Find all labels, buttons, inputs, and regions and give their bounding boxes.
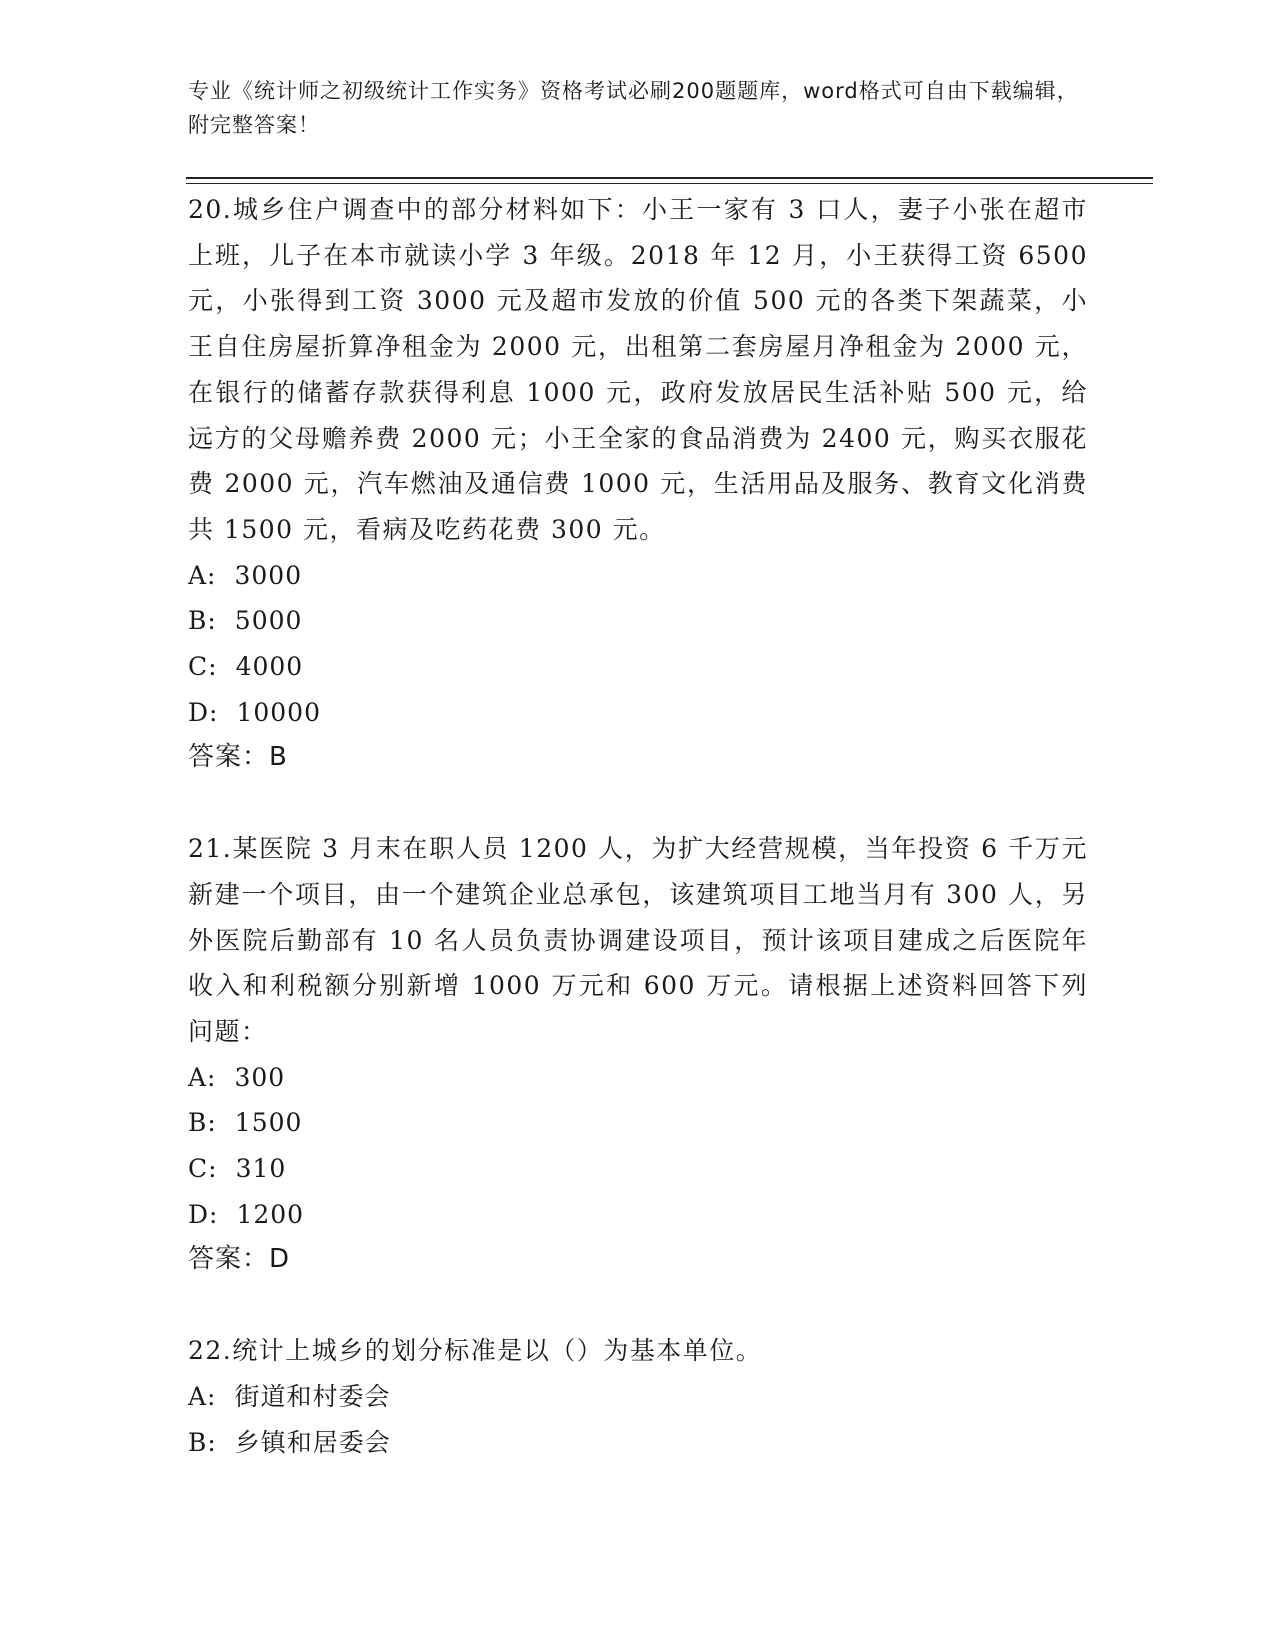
- option-d: [188, 690, 1088, 736]
- option-value: 1200: [236, 1199, 305, 1229]
- option-letter: B:: [188, 1427, 217, 1457]
- question-body: 统计上城乡的划分标准是以（）为基本单位。: [232, 1336, 763, 1366]
- option-c: [188, 644, 1088, 690]
- option-value: 310: [235, 1154, 287, 1184]
- question-20: [188, 187, 1088, 781]
- question-number: 20.: [188, 195, 233, 224]
- question-spacer: [188, 1283, 1088, 1328]
- question-22: [188, 1328, 1088, 1465]
- option-letter: C:: [188, 652, 218, 682]
- option-value: 街道和村委会: [234, 1381, 391, 1411]
- option-b: [188, 1420, 1088, 1466]
- option-letter: C:: [188, 1154, 218, 1184]
- option-a: [188, 1374, 1088, 1420]
- question-text: [188, 826, 1088, 1055]
- option-c: [188, 1146, 1088, 1192]
- header-title: 专业《统计师之初级统计工作实务》资格考试必刷200题题库，word格式可自由下载编辑，附完整答案！: [188, 79, 1079, 137]
- question-text: [188, 187, 1088, 553]
- option-d: [188, 1192, 1088, 1238]
- option-value: 乡镇和居委会: [234, 1427, 391, 1457]
- question-text: [188, 1328, 1088, 1374]
- option-value: 5000: [234, 606, 303, 636]
- option-letter: A:: [188, 1062, 217, 1092]
- question-number: 21.: [188, 834, 233, 864]
- answer-line: 答案：B: [188, 742, 288, 773]
- option-value: 300: [234, 1062, 286, 1092]
- option-letter: B:: [188, 1108, 217, 1138]
- question-list: [188, 187, 1088, 1465]
- option-b: [188, 598, 1088, 644]
- question-spacer: [188, 781, 1088, 826]
- header-rule-thin: [186, 183, 1153, 184]
- option-list: [188, 1374, 1088, 1465]
- option-list: [188, 553, 1088, 736]
- question-body: 城乡住户调查中的部分材料如下：小王一家有 3 口人，妻子小张在超市上班，儿子在本市就读小学 3 年级。2018 年 12 月，小王获得工资 6500 元，小张得到工资 3000 元及超市发放的价值 500 元的各类下架蔬菜，小王自住房屋折算净租金为 2000 元，出租第二套房屋月净租金为 2000 元，在银行的储蓄存款获得利息 1000 元，政府发放居民生活补贴 500 元，给远方的父母赡养费 2000 元；小王全家的食品消费为 2400 元，购买衣服花费 2000 元，汽车燃油及通信费 1000 元，生活用品及服务、教育文化消费共 1500 元，看病及吃药花费 300 元。: [188, 195, 1088, 544]
- header-rule-thick: [186, 177, 1153, 179]
- option-value: 1500: [234, 1108, 303, 1138]
- option-b: [188, 1100, 1088, 1146]
- option-a: [188, 553, 1088, 599]
- option-value: 3000: [234, 560, 303, 590]
- option-list: [188, 1055, 1088, 1238]
- answer-line: 答案：D: [188, 1244, 291, 1275]
- option-a: [188, 1055, 1088, 1101]
- option-letter: A:: [188, 1381, 217, 1411]
- option-letter: A:: [188, 560, 217, 590]
- question-body: 某医院 3 月末在职人员 1200 人，为扩大经营规模，当年投资 6 千万元新建一个项目，由一个建筑企业总承包，该建筑项目工地当月有 300 人，另外医院后勤部有 10 名人员负责协调建设项目，预计该项目建成之后医院年收入和利税额分别新增 1000 万元和 600 万元。请根据上述资料回答下列问题：: [188, 834, 1088, 1046]
- option-letter: D:: [188, 1199, 219, 1229]
- option-letter: B:: [188, 606, 217, 636]
- option-value: 4000: [235, 652, 304, 682]
- question-21: [188, 826, 1088, 1283]
- question-number: 22.: [188, 1336, 233, 1366]
- option-letter: D:: [188, 697, 219, 727]
- option-value: 10000: [236, 697, 321, 727]
- page-header: [188, 74, 1088, 142]
